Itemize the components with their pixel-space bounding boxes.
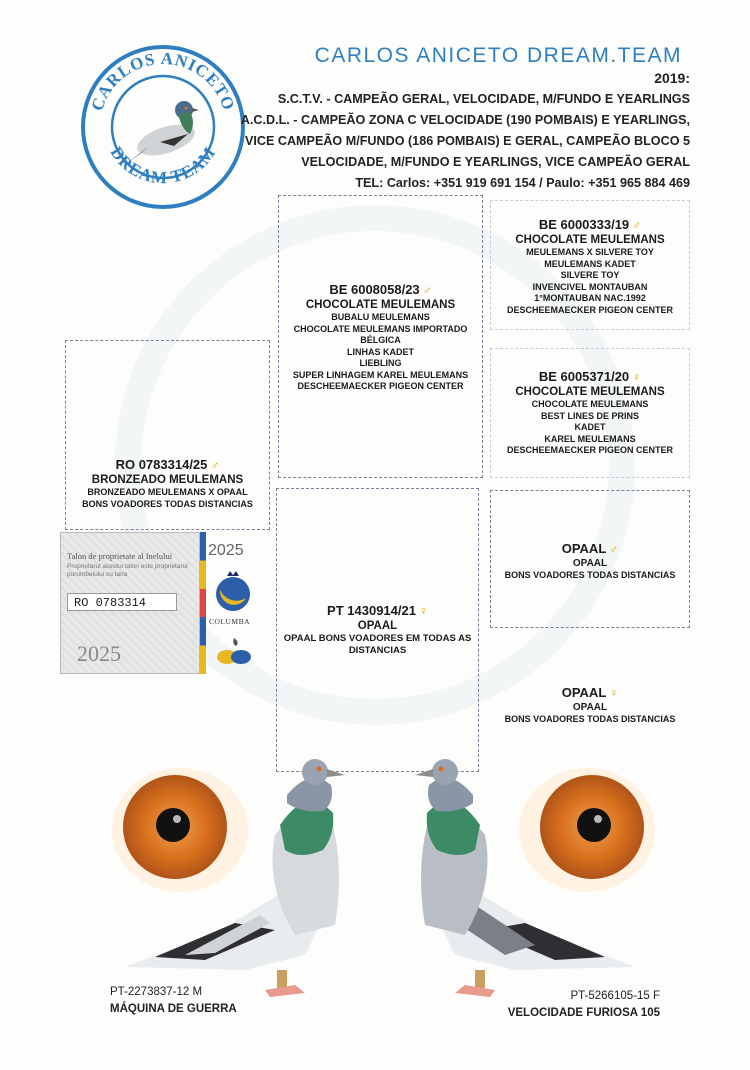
brand-title: CARLOS ANICETO DREAM.TEAM [314,44,682,67]
logo-top-text: CARLOS ANICETO [87,48,239,114]
sire-sire-line: INVENCIVEL MONTAUBAN [532,281,648,292]
sire-dam-line: BEST LINES DE PRINS [540,410,639,421]
pigeon-logo-icon [126,101,199,164]
achievement-line: S.C.T.V. - CAMPEÃO GERAL, VELOCIDADE, M/FUNDO E YEARLINGS [277,92,690,106]
achievement-line: A.C.D.L. - CAMPEÃO ZONA C VELOCIDADE (190 POMBAIS) E YEARLINGS, [240,113,690,127]
dam-line: DISTANCIAS [348,644,407,656]
female-icon: ♀ [418,604,428,618]
sire-dam-line: CHOCOLATE MEULEMANS [531,399,649,409]
left-eye-icon [112,768,248,892]
sire-dam-line: KADET [574,422,606,432]
dam-dam-ring: OPAAL [561,685,607,700]
left-bird-ring: PT-2273837-12 M [110,986,203,998]
svg-text:CARLOS ANICETO [87,49,238,114]
dam-line: OPAAL BONS VOADORES EM TODAS AS [283,633,472,644]
right-bird-caption [508,988,660,1022]
male-icon: ♂ [632,218,642,232]
sire-line: LINHAS KADET [347,346,414,357]
achievements-year: 2019: [654,70,690,86]
female-icon: ♀ [632,370,642,384]
ring-card-year-top: 2025 [208,542,244,559]
sire-sire-line: 1°MONTAUBAN NAC.1992 [534,293,646,303]
sire-line: CHOCOLATE MEULEMANS IMPORTADO [293,323,468,334]
dam-dam-strain: OPAAL [572,702,608,713]
sire-sire-line: DESCHEEMAECKER PIGEON CENTER [506,304,674,315]
ring-card-number: RO 0783314 [67,593,177,611]
bird-line: BONS VOADORES TODAS DISTANCIAS [82,498,253,509]
logo-bottom-text: DREAM TEAM [106,142,220,188]
right-bird-name: VELOCIDADE FURIOSA 105 [507,1007,660,1019]
sire-dam-line: KAREL MEULEMANS [544,433,636,444]
dam-sire-line: BONS VOADORES TODAS DISTANCIAS [504,570,676,580]
male-icon: ♂ [609,542,619,556]
contact-line: TEL: Carlos: +351 919 691 154 / Paulo: +351 965 884 469 [355,176,690,190]
sire-sire-line: MEULEMANS KADET [544,258,636,269]
sire-ring: BE 6008058/23 [329,282,420,297]
sire-dam-ring: BE 6005371/20 [538,369,630,384]
bird-strain: BRONZEADO MEULEMANS [91,474,244,486]
left-bird-name: MÁQUINA DE GUERRA [110,1003,237,1015]
sire-line: SUPER LINHAGEM KAREL MEULEMANS [292,369,469,380]
sire-dam-line: DESCHEEMAECKER PIGEON CENTER [506,445,674,455]
sire-strain: CHOCOLATE MEULEMANS [305,299,456,311]
sire-line: DESCHEEMAECKER PIGEON CENTER [297,381,464,391]
dam-sire-strain: OPAAL [572,558,608,569]
pedigree-sire-box [278,195,483,478]
pedigree-bird-box [65,340,270,530]
ring-ownership-card [60,532,200,674]
ring-card-year: 2025 [77,641,121,666]
bird-ring: RO 0783314/25 [115,457,208,472]
sire-line: BUBALU MEULEMANS [331,312,430,322]
dam-dam-line: BONS VOADORES TODAS DISTANCIAS [504,714,676,724]
dam-ring: PT 1430914/21 [327,603,416,618]
pedigree-sire-dam-box [490,348,690,478]
pedigree-sire-sire-box [490,200,690,330]
sire-dam-strain: CHOCOLATE MEULEMANS [515,386,665,398]
breeding-pair-illustration [95,755,665,1010]
sire-sire-line: SILVERE TOY [560,270,620,280]
bird-line: BRONZEADO MEULEMANS X OPAAL [87,487,248,497]
dam-strain: OPAAL [357,620,398,632]
ring-card-title: Talon de proprietate al Inelului [67,551,173,561]
pedigree-dam-sire-box [490,490,690,628]
right-bird-ring: PT-5266105-15 F [570,990,660,1002]
female-icon: ♀ [609,686,619,700]
pedigree-dam-dam-box [490,640,690,770]
dam-sire-ring: OPAAL [561,541,607,556]
sire-sire-strain: CHOCOLATE MEULEMANS [515,234,665,246]
team-logo [78,42,248,212]
right-eye-icon [519,768,655,892]
sire-sire-line: MEULEMANS X SILVERE TOY [526,247,654,257]
ring-card-subtitle: Proprietarul acestui talon este proprietarul porumbelului cu tarla [67,563,188,578]
ring-card-brand: COLUMBA [209,617,251,626]
male-icon: ♂ [210,458,220,472]
achievement-line: VELOCIDADE, M/FUNDO E YEARLINGS, VICE CAMPEÃO GERAL [301,155,690,169]
sire-sire-ring: BE 6000333/19 [538,217,630,232]
left-bird-caption [110,984,237,1018]
achievements-block [241,68,690,194]
columba-emblem-icon [210,568,256,616]
sire-line: LIEBLING [359,358,402,368]
sire-line: BÉLGICA [360,335,401,345]
federation-emblem-icon [214,636,254,666]
ring-card-brand-panel [206,532,262,674]
achievement-line: VICE CAMPEÃO M/FUNDO (186 POMBAIS) E GERAL, CAMPEÃO BLOCO 5 [244,134,690,148]
pedigree-dam-box [276,488,479,772]
male-icon: ♂ [422,283,432,297]
